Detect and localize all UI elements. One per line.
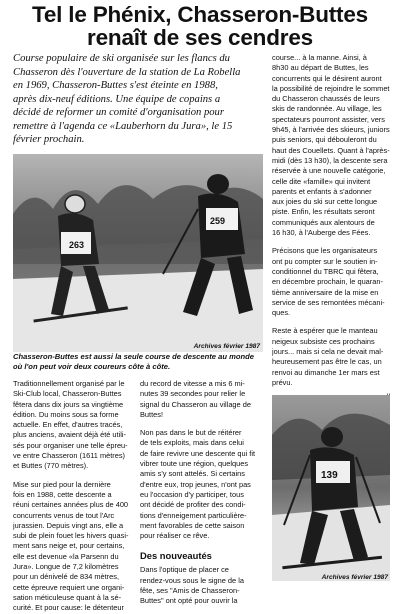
caption-line: où l'on peut voir deux coureurs côte à côte. (13, 362, 171, 372)
paragraph-line: concurrents venus de tout l'Arc (13, 510, 115, 520)
paragraph-line: fois en 1988, cette descente a (13, 489, 112, 499)
paragraph-line: du record de vitesse a mis 6 mi- (140, 379, 245, 388)
paragraph-line: édition. Du moins sous sa forme (13, 409, 119, 419)
paragraph-line: nutes 39 secondes pour relier le (140, 389, 246, 399)
paragraph-line: de tels exploits, mais dans celui (140, 438, 244, 448)
paragraph-line: Non pas dans le but de réitérer (140, 428, 242, 438)
intro-line: en 1969, Chasseron-Buttes s'est éteinte en 1988, (13, 80, 218, 91)
bottom-middle-column (140, 379, 265, 607)
paragraph-line: en décembre prochain, le quaran- (272, 277, 383, 287)
paragraph-line: ont pu compter sur le soutien in- (272, 256, 378, 266)
paragraph-line: réservée à une nouvelle catégorie, (272, 166, 386, 176)
intro-line: février prochain. (13, 134, 85, 145)
small-photo (272, 395, 390, 581)
paragraph-line: rendez-vous sous le signe de la (140, 575, 244, 585)
paragraph-line: Buttes! (140, 409, 164, 419)
paragraph-line: ment favorables de cette saison (140, 520, 245, 530)
paragraph-line: 16 h30, à l'Auberge des Fées. (272, 228, 371, 238)
intro-line: décidé de reformer un comité d'organisation pour (13, 107, 224, 118)
paragraph-line: curité. Et pour cause: le détenteur (13, 603, 124, 613)
paragraph-line: piste. Enfin, les résultats seront (272, 207, 375, 217)
paragraph-line: midi (dès 13 h30), la descente sera (272, 155, 388, 165)
paragraph-line: pour un dénivelé de 834 mètres, (13, 572, 120, 582)
headline (0, 3, 400, 49)
paragraph-line: skis de randonnée. Au village, les (272, 104, 382, 114)
paragraph-line: Ski-Club local, Chasseron-Buttes (13, 389, 122, 399)
intro-paragraph (13, 52, 265, 147)
paragraph-line: tions d'enneigement particulière- (140, 510, 247, 520)
paragraph-line: signal du Chasseron au village de (140, 399, 251, 409)
paragraph-line: sés pour organiser une telle épreu- (13, 440, 128, 450)
paragraph-line: 9h45, à l'arrivée des skieurs, juniors (272, 125, 390, 135)
paragraph-line: plus anciens, avaient déjà été utili- (13, 430, 126, 440)
paragraph-line: Précisons que les organisateurs (272, 246, 378, 256)
paragraph-line: pour réaliser ce rêve. (140, 531, 210, 541)
intro-line: remettre à l'agenda ce «Lauberhorn du Jura», le 15 (13, 120, 233, 132)
intro-line: Chasseron dès l'ouverture de la station de La Robella (13, 66, 241, 78)
paragraph-line: jours... mais si cela ne devait mal- (272, 347, 384, 357)
paragraph-line: ques. (272, 308, 291, 318)
paragraph-line: aux joies du ski sur cette longue (272, 197, 378, 207)
headline-line-1: Tel le Phénix, Chasseron-Buttes (32, 2, 368, 27)
section-subheading: Des nouveautés (140, 550, 212, 562)
photo-caption (13, 352, 268, 373)
paragraph-line: Jura». Longue de 7,2 kilomètres (13, 562, 119, 572)
paragraph-line: ve entre Chasseron (1611 mètres) (13, 451, 126, 461)
paragraph-line: sation méticuleuse quant à la sé- (13, 592, 122, 602)
paragraph-line: amis s'y sont attelés. Si certains (140, 469, 245, 479)
caption-line: Chasseron-Buttes est aussi la seule course de descente au monde (13, 352, 254, 361)
bib-right: 259 (210, 216, 226, 226)
paragraph-line: conditionnel du TBRC qui fêtera, (272, 266, 379, 276)
bib-left: 263 (69, 240, 85, 250)
paragraph-line: de faire revivre une descente qui fit (140, 448, 256, 458)
paragraph-line: communiqués aux alentours de (272, 217, 375, 227)
paragraph-line: du Chasseron chaussés de leurs (272, 94, 380, 104)
paragraph-line: Dans l'optique de placer ce (140, 565, 229, 575)
paragraph-line: Traditionnellement organisé par le (13, 379, 125, 388)
intro-line: Course populaire de ski organisée sur les flancs du (13, 53, 230, 64)
right-column (272, 53, 390, 403)
paragraph-line: Reste à espérer que le manteau (272, 326, 378, 336)
paragraph-line: d'entre eux, trop jeunes, n'ont pas (140, 479, 251, 489)
paragraph-line: puis seniors, qui débouleront du (272, 135, 377, 145)
small-photo-credit: Archives février 1987 (321, 574, 388, 581)
paragraph-line: eu l'occasion d'y participer, tous (140, 489, 244, 499)
bib-small: 139 (321, 470, 338, 481)
paragraph-line: ont décidé de profiter des condi- (140, 500, 246, 510)
paragraph-line: course... à la manne. Ainsi, à (272, 53, 367, 62)
bottom-left-column (13, 379, 135, 614)
paragraph-line: celle dite «famille» qui invitent (272, 176, 371, 186)
paragraph-line: la possibilité de rejoindre le sommet (272, 83, 390, 93)
paragraph-line: elle est devenue «la Parsenn du (13, 551, 119, 561)
paragraph-line: 8h30 au départ de Buttes, les (272, 63, 369, 73)
paragraph-line: parents et enfants à s'adonner (272, 186, 372, 196)
paragraph-line: spectateurs pourront assister, vers (272, 114, 385, 124)
paragraph-line: tième anniversaire de la mise en (272, 287, 379, 297)
paragraph-line: Mise sur pied pour la dernière (13, 479, 111, 489)
paragraph-line: actuelle. En effet, d'autres tracés, (13, 420, 123, 430)
paragraph-line: subi de plein fouet les hivers quasi- (13, 531, 129, 541)
paragraph-line: service de ses remontées mécani- (272, 297, 385, 307)
paragraph-line: vibrer toute une région, quelques (140, 459, 249, 469)
skiers-photo-image (13, 154, 263, 352)
intro-line: après dix-neuf éditions. Une équipe de copains a (13, 93, 221, 105)
paragraph-line: et Buttes (770 mètres). (13, 461, 89, 471)
main-photo (13, 154, 263, 352)
skier-photo-image (272, 395, 390, 581)
paragraph-line: cette épreuve requiert une organi- (13, 582, 125, 592)
paragraph-line: jurassien. Depuis vingt ans, elle a (13, 520, 124, 530)
paragraph-line: neigeux subsiste ces prochains (272, 336, 375, 346)
main-photo-credit: Archives février 1987 (193, 343, 260, 350)
paragraph-line: prévu. (272, 377, 293, 387)
headline-line-2: renaît de ses cendres (87, 25, 313, 50)
paragraph-line: renvoi au dimanche 1er mars est (272, 367, 380, 377)
paragraph-line: fêtera dans dix jours sa vingtième (13, 399, 124, 409)
paragraph-line: ment sans neige et, pour certains, (13, 541, 125, 551)
paragraph-line: réuni certaines années plus de 400 (13, 500, 129, 510)
paragraph-line: heureusement pas être le cas, un (272, 357, 382, 367)
paragraph-line: concurrents qui le désirent auront (272, 73, 382, 83)
paragraph-line: haut des Couellets. Quant à l'après- (272, 145, 390, 155)
paragraph-line: Buttes" ont opté pour ouvrir la (140, 596, 238, 606)
paragraph-line: fête, ses "Amis de Chasseron- (140, 586, 240, 596)
